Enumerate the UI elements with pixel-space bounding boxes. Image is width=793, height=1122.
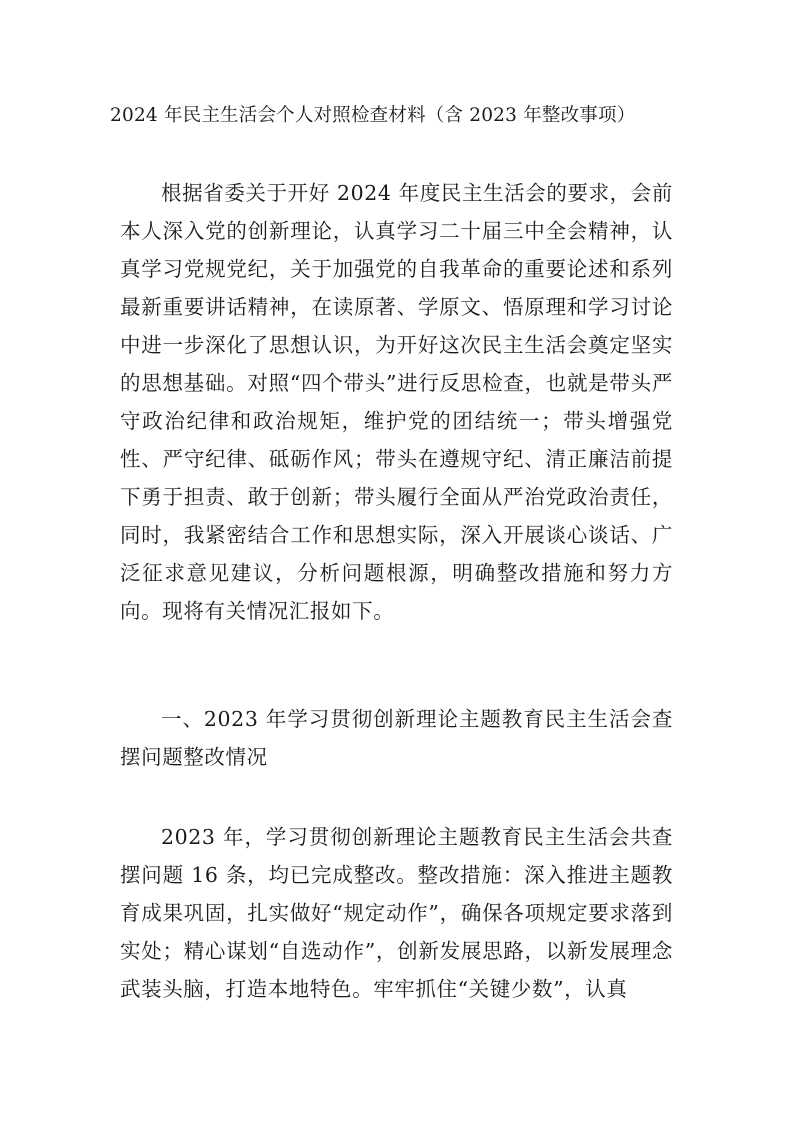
document-title: 2024 年民主生活会个人对照检查材料（含 2023 年整改事项）: [110, 105, 636, 126]
section-heading: 一、2023 年学习贯彻创新理论主题教育民主生活会查摆问题整改情况: [120, 707, 673, 769]
intro-paragraph: 根据省委关于开好 2024 年度民主生活会的要求，会前本人深入党的创新理论，认真学习二十届三中全会精神，认真学习党规党纪，关于加强党的自我革命的重要论述和系列最新重要讲话精神，在读原著、学原文、悟原理和学习讨论中进一步深化了思想认识，为开好这次民主生活会奠定坚实的思想基础。对照“四个带头”进行反思检查，也就是带头严守政治纪律和政治规矩，维护党的团结统一；带头增强党性、严守纪律、砥砺作风；带头在遵规守纪、清正廉洁前提下勇于担责、敢于创新；带头履行全面从严治党政治责任，同时，我紧密结合工作和思想实际，深入开展谈心谈话、广泛征求意见建议，分析问题根源，明确整改措施和努力方向。现将有关情况汇报如下。: [120, 181, 673, 623]
section-paragraph: 2023 年，学习贯彻创新理论主题教育民主生活会共查摆问题 16 条，均已完成整改。整改措施：深入推进主题教育成果巩固，扎实做好“规定动作”，确保各项规定要求落到实处；精心谋划“自选动作”，创新发展思路，以新发展理念武装头脑，打造本地特色。牢牢抓住“关键少数”，认真: [120, 825, 673, 1001]
